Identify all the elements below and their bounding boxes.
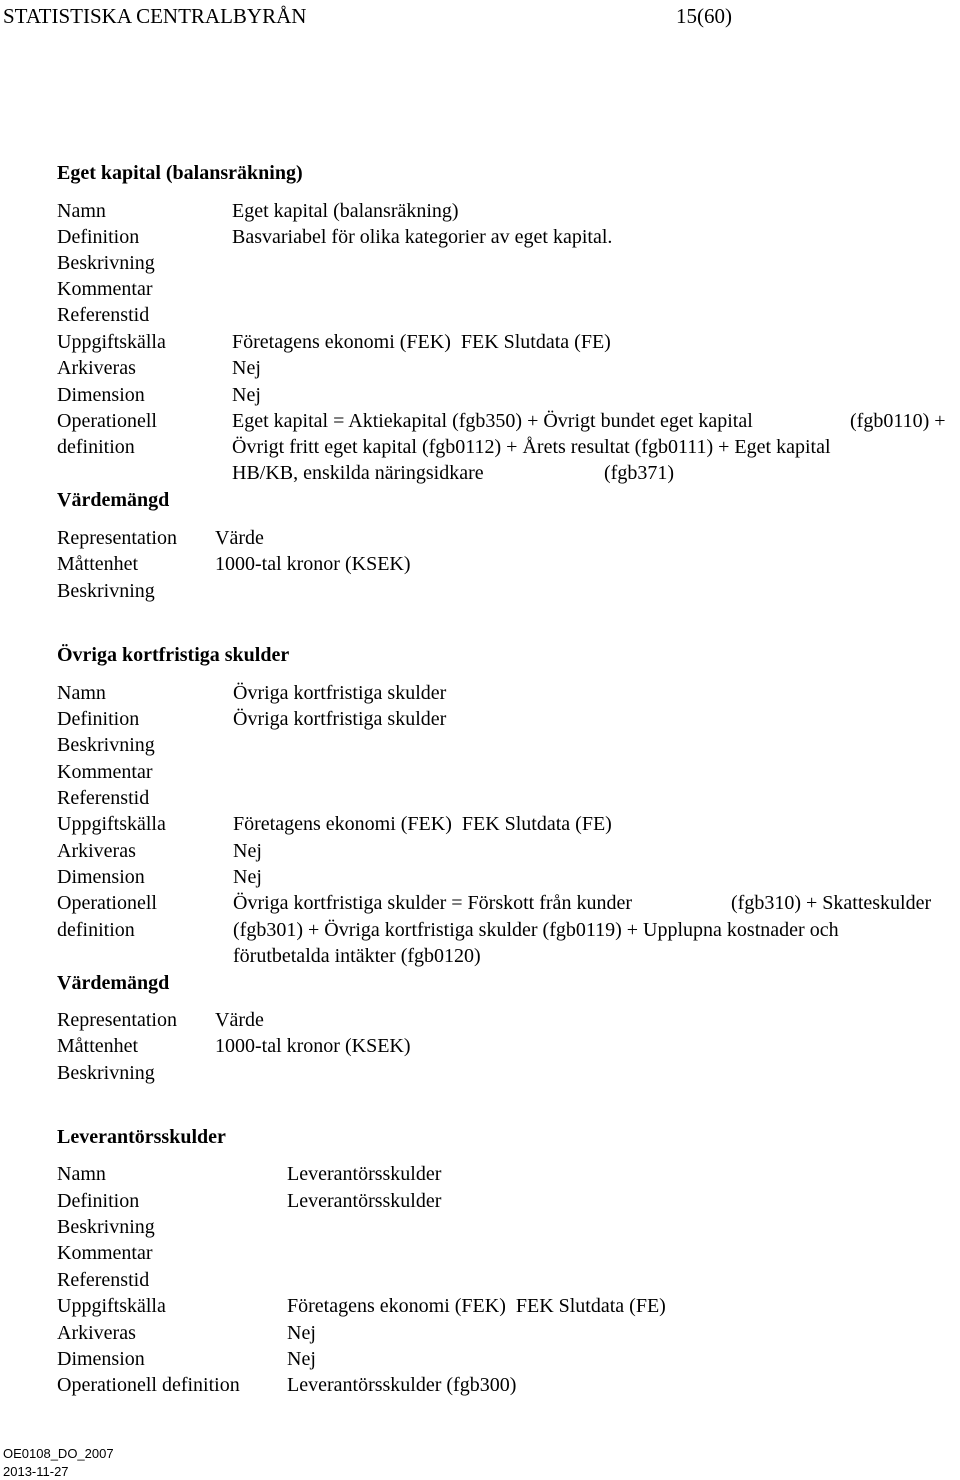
value-definition: Övriga kortfristiga skulder — [233, 708, 447, 730]
section-title: Leverantörsskulder — [57, 1126, 226, 1148]
page-number: 15(60) — [676, 4, 732, 28]
label-kommentar: Kommentar — [57, 1242, 153, 1264]
label-definition: Definition — [57, 1190, 140, 1212]
label-beskrivning: Beskrivning — [57, 252, 155, 274]
label-representation: Representation — [57, 1009, 177, 1031]
label-operationell: Operationell — [57, 410, 157, 432]
label-definition: Definition — [57, 708, 140, 730]
label-referenstid: Referenstid — [57, 304, 150, 326]
label-kommentar: Kommentar — [57, 761, 153, 783]
value-operationell-line2: Övrigt fritt eget kapital (fgb0112) + Årets resultat (fgb0111) + Eget kapital — [232, 436, 831, 458]
label-arkiveras: Arkiveras — [57, 357, 136, 379]
vardemangd-title: Värdemängd — [57, 489, 170, 511]
value-uppgiftskalla: Företagens ekonomi (FEK) FEK Slutdata (FE) — [287, 1295, 666, 1317]
label-referenstid: Referenstid — [57, 787, 150, 809]
value-dimension: Nej — [287, 1348, 316, 1370]
label-operationell: Operationell — [57, 892, 157, 914]
label-arkiveras: Arkiveras — [57, 1322, 136, 1344]
value-arkiveras: Nej — [232, 357, 261, 379]
label-definition: Definition — [57, 226, 140, 248]
label-namn: Namn — [57, 682, 106, 704]
label-vardemangd-beskrivning: Beskrivning — [57, 1062, 155, 1084]
value-namn: Eget kapital (balansräkning) — [232, 200, 459, 222]
label-arkiveras: Arkiveras — [57, 840, 136, 862]
value-operationell-line1: Eget kapital = Aktiekapital (fgb350) + Övrigt bundet eget kapital — [232, 410, 753, 432]
label-dimension: Dimension — [57, 384, 145, 406]
value-operationell-line3-end: (fgb371) — [604, 462, 674, 484]
footer-doc-id: OE0108_DO_2007 — [3, 1446, 114, 1461]
label-operationell-definition: definition — [57, 436, 135, 458]
label-operationell-definition: definition — [57, 919, 135, 941]
label-beskrivning: Beskrivning — [57, 734, 155, 756]
label-namn: Namn — [57, 200, 106, 222]
value-operationell-line1-end: (fgb0110) + — [850, 410, 946, 432]
value-arkiveras: Nej — [287, 1322, 316, 1344]
value-representation: Värde — [215, 1009, 264, 1031]
vardemangd-title: Värdemängd — [57, 972, 170, 994]
value-dimension: Nej — [232, 384, 261, 406]
label-vardemangd-beskrivning: Beskrivning — [57, 580, 155, 602]
label-dimension: Dimension — [57, 866, 145, 888]
value-mattenhet: 1000-tal kronor (KSEK) — [215, 553, 411, 575]
value-namn: Övriga kortfristiga skulder — [233, 682, 447, 704]
label-uppgiftskalla: Uppgiftskälla — [57, 813, 166, 835]
value-operationell-line2: (fgb301) + Övriga kortfristiga skulder (fgb0119) + Upplupna kostnader och — [233, 919, 839, 941]
label-operationell-definition: Operationell definition — [57, 1374, 240, 1396]
value-definition: Basvariabel för olika kategorier av eget kapital. — [232, 226, 613, 248]
label-referenstid: Referenstid — [57, 1269, 150, 1291]
label-mattenhet: Måttenhet — [57, 1035, 139, 1057]
section-title: Övriga kortfristiga skulder — [57, 644, 290, 666]
value-operationell-line3: HB/KB, enskilda näringsidkare — [232, 462, 484, 484]
label-dimension: Dimension — [57, 1348, 145, 1370]
label-mattenhet: Måttenhet — [57, 553, 139, 575]
value-operationell-line1: Övriga kortfristiga skulder = Förskott från kunder — [233, 892, 632, 914]
value-uppgiftskalla: Företagens ekonomi (FEK) FEK Slutdata (FE) — [233, 813, 612, 835]
value-uppgiftskalla: Företagens ekonomi (FEK) FEK Slutdata (FE) — [232, 331, 611, 353]
label-uppgiftskalla: Uppgiftskälla — [57, 1295, 166, 1317]
value-operationell-line3: förutbetalda intäkter (fgb0120) — [233, 945, 481, 967]
value-arkiveras: Nej — [233, 840, 262, 862]
header-org: STATISTISKA CENTRALBYRÅN — [3, 4, 307, 28]
label-namn: Namn — [57, 1163, 106, 1185]
value-dimension: Nej — [233, 866, 262, 888]
value-operationell-line1-end: (fgb310) + Skatteskulder — [731, 892, 932, 914]
value-representation: Värde — [215, 527, 264, 549]
footer-date: 2013-11-27 — [3, 1464, 69, 1479]
value-operationell: Leverantörsskulder (fgb300) — [287, 1374, 517, 1396]
value-definition: Leverantörsskulder — [287, 1190, 442, 1212]
label-kommentar: Kommentar — [57, 278, 153, 300]
label-representation: Representation — [57, 527, 177, 549]
value-namn: Leverantörsskulder — [287, 1163, 442, 1185]
label-uppgiftskalla: Uppgiftskälla — [57, 331, 166, 353]
section-title: Eget kapital (balansräkning) — [57, 162, 303, 184]
label-beskrivning: Beskrivning — [57, 1216, 155, 1238]
value-mattenhet: 1000-tal kronor (KSEK) — [215, 1035, 411, 1057]
